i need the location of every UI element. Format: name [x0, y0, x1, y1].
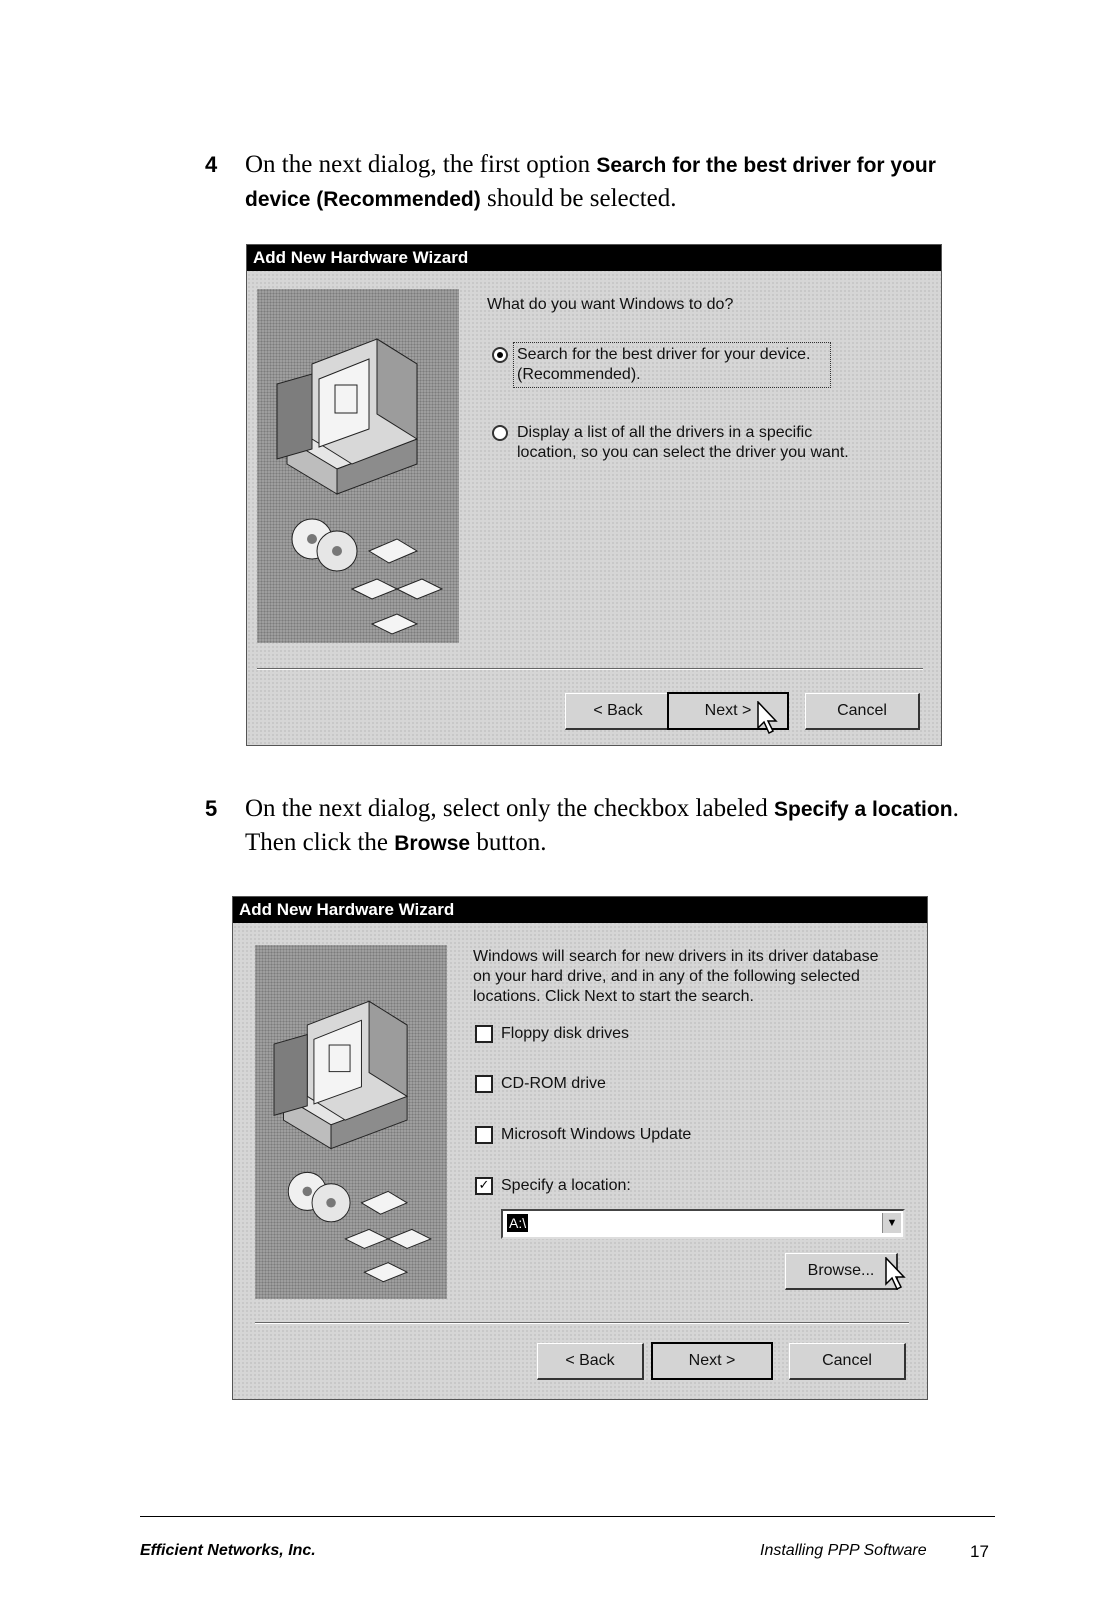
option-1-label-line-1: Search for the best driver for your device. [517, 346, 811, 363]
dialog-title-bar: Add New Hardware Wizard [247, 245, 941, 271]
location-value: A:\ [509, 1215, 527, 1231]
location-combobox[interactable] [501, 1209, 905, 1239]
page-number: 17 [970, 1542, 989, 1561]
specify-location-label: Specify a location: [501, 1177, 631, 1194]
checkbox-name: Specify a location [774, 798, 953, 821]
step-5-instruction [207, 792, 987, 860]
wizard-illustration [255, 945, 447, 1299]
step-number: 5 [205, 796, 218, 821]
step-4-instruction [207, 148, 987, 216]
display-list-radio[interactable] [492, 425, 508, 441]
intro-text-line-2: on your hard drive, and in any of the following selected [473, 968, 860, 985]
intro-text-line-3: locations. Click Next to start the search. [473, 988, 754, 1005]
floppy-disk-drives-label: Floppy disk drives [501, 1025, 630, 1042]
button-name: Browse [394, 832, 471, 855]
search-best-driver-radio[interactable] [492, 347, 508, 363]
mouse-pointer-icon [757, 701, 779, 735]
floppy-disk-drives-checkbox[interactable] [475, 1025, 493, 1043]
footer-rule [140, 1516, 995, 1517]
step-text: On the next dialog, the first option Search for the best driver for your device (Recommended) should be selected. [245, 151, 936, 212]
footer-company: Efficient Networks, Inc. [140, 1542, 316, 1559]
cd-rom-drive-label: CD-ROM drive [501, 1075, 606, 1092]
browse-button[interactable]: Browse... [785, 1253, 898, 1290]
windows-update-checkbox[interactable] [475, 1126, 493, 1144]
cd-rom-drive-checkbox[interactable] [475, 1075, 493, 1093]
option-name: Search for the best driver for your device (Recommended) [245, 154, 936, 211]
next-button[interactable]: Next > [667, 692, 789, 730]
chevron-down-icon[interactable]: ▼ [882, 1213, 901, 1233]
separator [257, 668, 923, 670]
option-2-label-line-1: Display a list of all the drivers in a specific [517, 424, 813, 441]
dialog-prompt: What do you want Windows to do? [487, 296, 734, 313]
next-button[interactable]: Next > [651, 1342, 773, 1380]
back-button[interactable]: < Back [565, 693, 672, 730]
wizard-illustration [257, 289, 459, 643]
cancel-button[interactable]: Cancel [805, 693, 920, 730]
step-text: On the next dialog, select only the checkbox labeled Specify a location. Then click the Browse button. [245, 795, 959, 856]
footer-section: Installing PPP Software [760, 1542, 927, 1559]
add-new-hardware-dialog-2 [232, 896, 928, 1400]
intro-text-line-1: Windows will search for new drivers in its driver database [473, 948, 879, 965]
mouse-pointer-icon [885, 1257, 907, 1291]
cancel-button[interactable]: Cancel [789, 1343, 906, 1380]
option-2-label-line-2: location, so you can select the driver you want. [517, 444, 849, 461]
computer-and-disks-icon [255, 945, 447, 1299]
separator [255, 1322, 909, 1324]
back-button[interactable]: < Back [537, 1343, 644, 1380]
dialog-title-bar: Add New Hardware Wizard [233, 897, 927, 923]
option-1-label-line-2: (Recommended). [517, 366, 641, 383]
windows-update-label: Microsoft Windows Update [501, 1126, 692, 1143]
add-new-hardware-dialog-1 [246, 244, 942, 746]
step-number: 4 [205, 152, 218, 177]
computer-and-disks-icon [257, 289, 459, 643]
specify-location-checkbox[interactable]: ✓ [475, 1177, 493, 1195]
